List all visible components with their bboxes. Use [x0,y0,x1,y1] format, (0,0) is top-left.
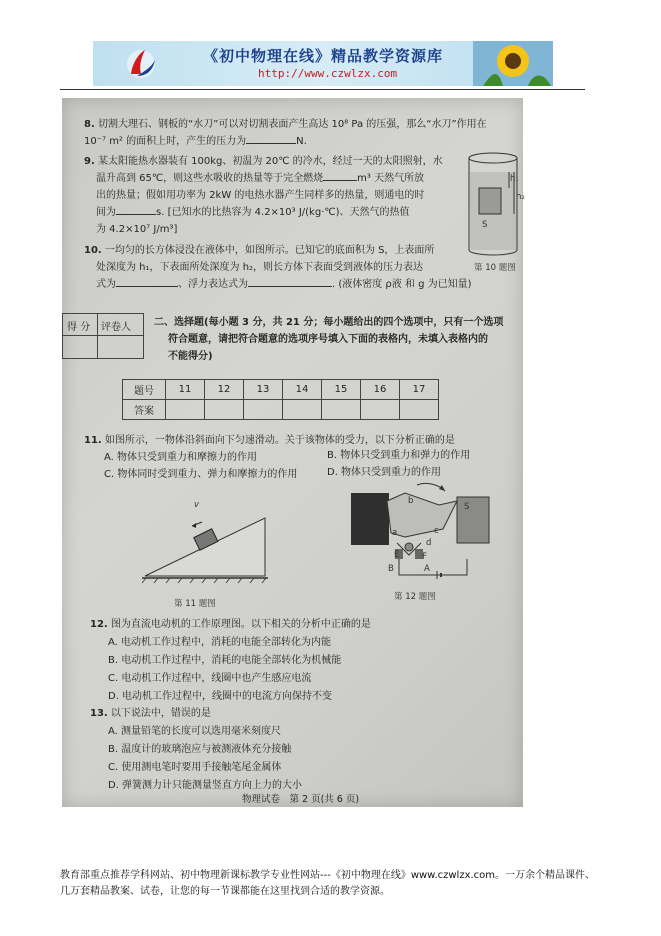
site-banner [93,41,553,86]
question-8: 8. 切割大理石、钢板的“水刀”可以对切割表面产生高达 10⁸ Pa 的压强，那么“水刀”作用在 [84,119,487,130]
answer-table-answer-row: 答案 [123,400,439,420]
figure-12-dc-motor [347,483,497,588]
answer-table-header-row: 题号 11 12 13 14 15 16 17 [123,380,439,400]
question-13: 13. 以下说法中，错误的是 [90,708,211,719]
answer-table [122,379,439,420]
figure-11-incline [140,498,270,583]
footer-line-2: 几万套精品教案、试卷，让您的每一节课都能在这里找到合适的教学资源。 [60,886,390,897]
page-number: 物理试卷 第 2 页(共 6 页) [242,794,360,805]
sunflower-icon [473,41,553,86]
question-10: 10. 一均匀的长方体浸没在液体中，如图所示。已知它的底面积为 S，上表面所 [84,245,435,256]
figure-10-label-s: S [482,220,488,230]
exam-page: 8. 切割大理石、钢板的“水刀”可以对切割表面产生高达 10⁸ Pa 的压强，那么“水刀”作用在 10⁻⁷ m² 的面积上时，产生的压力为 N. 9. 某太阳能热水器装有 100kg、初温为 20℃ 的冷水，经过一天的太阳照射，水 温升高到 65℃，则这些水吸收的热量等于完全燃烧 m³ 天然气所放 出的热量；假如用功率为 2kW 的电热水器产生同样多的热量，则通电的时 间为 s. [已知水的比热容为 4.2×10³ J/(kg·℃)、天然气的热值 为 4.2×10⁷ J/m³] h₁ h₂ S 第 10 题图 10. 一均匀的长方体浸没在液体中，如图所示。已知它的底面积为 S，上表面所 处深度为 h₁，下表面所处深度为 h₂，则长方体下表面受到液体的压力表达 式为 、浮力表达式为 . (液体密度 ρ液 和 g 为已知量) 得 分 评卷人 二、选择题(每小题 3 分，共 21 分；每小题给出的四个选项中，只有一个选项 符合题意，请把符合题意的选项序号填入下面的表格内，未填入表格内的 不能得分) 题号 11 12 13 14 15 16 17 答案 11. 如图所示，一物体沿斜面向下匀速滑动。关于该物体的受力，以下分析正确的是 A. 物体只受到重力和摩擦力的作用 B. 物体只受到重力和弹力的作用 C. 物体同时受到重力、弹力和摩擦力的作用 D. 物体只受到重力的作用 v 第 11 题图 N S b c a d E F B A 第 12 题图 12. 图为直流电动机的工作原理图。以下相关的分析中正确的是 A. 电动机工作过程中，消耗的电能全部转化为内能 B. 电动机工作过程中，消耗的电能全部转化为机械能 C. 电动机工作过程中，线圈中也产生感应电流 D. 电动机工作过程中，线圈中的电流方向保持不变 13. 以下说法中，错误的是 A. 测量铅笔的长度可以选用毫米刻度尺 B. 温度计的玻璃泡应与被测液体充分接触 C. 使用测电笔时要用手接触笔尾金属体 D. 弹簧测力计只能测量竖直方向上力的大小 物理试卷 第 2 页(共 6 页) [62,98,523,807]
figure-12-caption: 第 12 题图 [394,592,436,602]
score-box: 得 分 评卷人 [62,313,144,359]
figure-11-label-v: v [194,500,200,510]
question-9: 9. 某太阳能热水器装有 100kg、初温为 20℃ 的冷水，经过一天的太阳照射，水 [84,156,443,167]
figure-10-caption: 第 10 题图 [474,263,516,273]
question-11: 11. 如图所示，一物体沿斜面向下匀速滑动。关于该物体的受力，以下分析正确的是 [84,435,455,446]
site-logo-icon [123,46,159,82]
banner-title: 《初中物理在线》精品教学资源库 [203,47,444,65]
figure-10-label-h1: h₁ [510,174,519,184]
figure-10-label-h2: h₂ [516,192,525,202]
figure-11-caption: 第 11 题图 [174,599,216,609]
question-12: 12. 图为直流电动机的工作原理图。以下相关的分析中正确的是 [90,619,371,630]
figure-10-beaker [465,150,521,260]
footer-line-1: 教育部重点推荐学科网站、初中物理新课标教学专业性网站---《初中物理在线》www.czwlzx.com。一万余个精品课件、 [60,870,596,881]
header-rule [60,89,585,90]
section-2-heading: 二、选择题(每小题 3 分，共 21 分；每小题给出的四个选项中，只有一个选项 [154,317,504,328]
banner-url[interactable]: http://www.czwlzx.com [258,67,398,80]
